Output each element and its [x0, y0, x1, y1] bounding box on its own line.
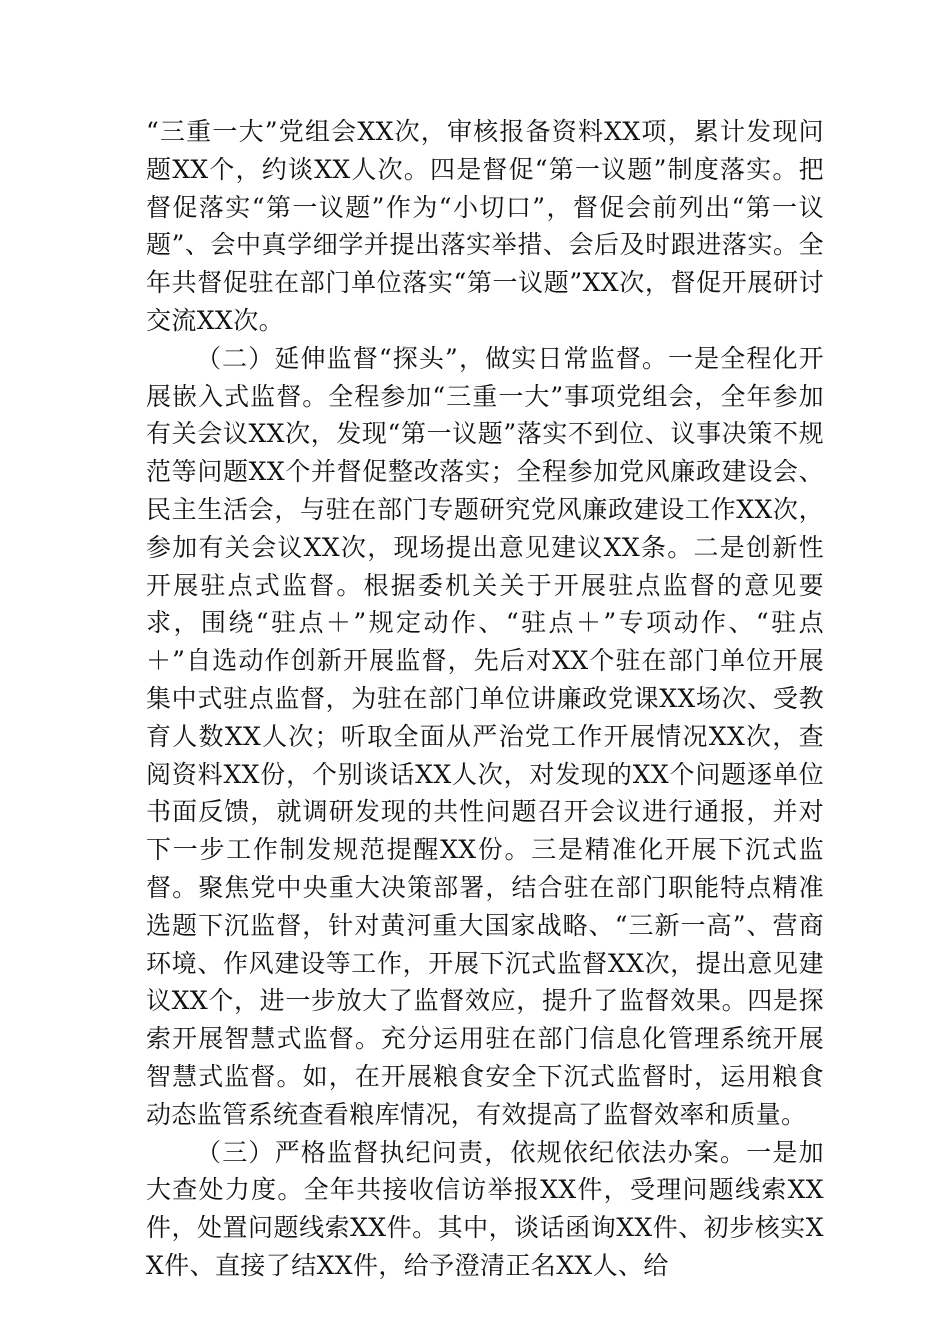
paragraph-2: （二）延伸监督“探头”，做实日常监督。一是全程化开展嵌入式监督。全程参加“三重一大”事项党组会，全年参加有关会议XX次，发现“第一议题”落实不到位、议事决策不规范等问题XX个并督促整改落实；全程参加党风廉政建设会、民主生活会，与驻在部门专题研究党风廉政建设工作XX次，参加有关会议XX次，现场提出意见建议XX条。二是创新性开展驻点式监督。根据委机关关于开展驻点监督的意见要求，围绕“驻点＋”规定动作、“驻点＋”专项动作、“驻点＋”自选动作创新开展监督，先后对XX个驻在部门单位开展集中式驻点监督，为驻在部门单位讲廉政党课XX场次、受教育人数XX人次；听取全面从严治党工作开展情况XX次，查阅资料XX份，个别谈话XX人次，对发现的XX个问题逐单位书面反馈，就调研发现的共性问题召开会议进行通报，并对下一步工作制发规范提醒XX份。三是精准化开展下沉式监督。聚焦党中央重大决策部署，结合驻在部门职能特点精准选题下沉监督，针对黄河重大国家战略、“三新一高”、营商环境、作风建设等工作，开展下沉式监督XX次，提出意见建议XX个，进一步放大了监督效应，提升了监督效果。四是探索开展智慧式监督。充分运用驻在部门信息化管理系统开展智慧式监督。如，在开展粮食安全下沉式监督时，运用粮食动态监管系统查看粮库情况，有效提高了监督效率和质量。 [146, 343, 824, 1129]
paragraph-3: （三）严格监督执纪问责，依规依纪依法办案。一是加大查处力度。全年共接收信访举报XX件，受理问题线索XX件，处置问题线索XX件。其中，谈话函询XX件、初步核实XX件、直接了结XX件，给予澄清正名XX人、给 [146, 1137, 824, 1280]
paragraph-1: “三重一大”党组会XX次，审核报备资料XX项，累计发现问题XX个，约谈XX人次。四是督促“第一议题”制度落实。把督促落实“第一议题”作为“小切口”，督促会前列出“第一议题”、会中真学细学并提出落实举措、会后及时跟进落实。全年共督促驻在部门单位落实“第一议题”XX次，督促开展研讨交流XX次。 [146, 117, 824, 335]
document-body [146, 113, 824, 1285]
